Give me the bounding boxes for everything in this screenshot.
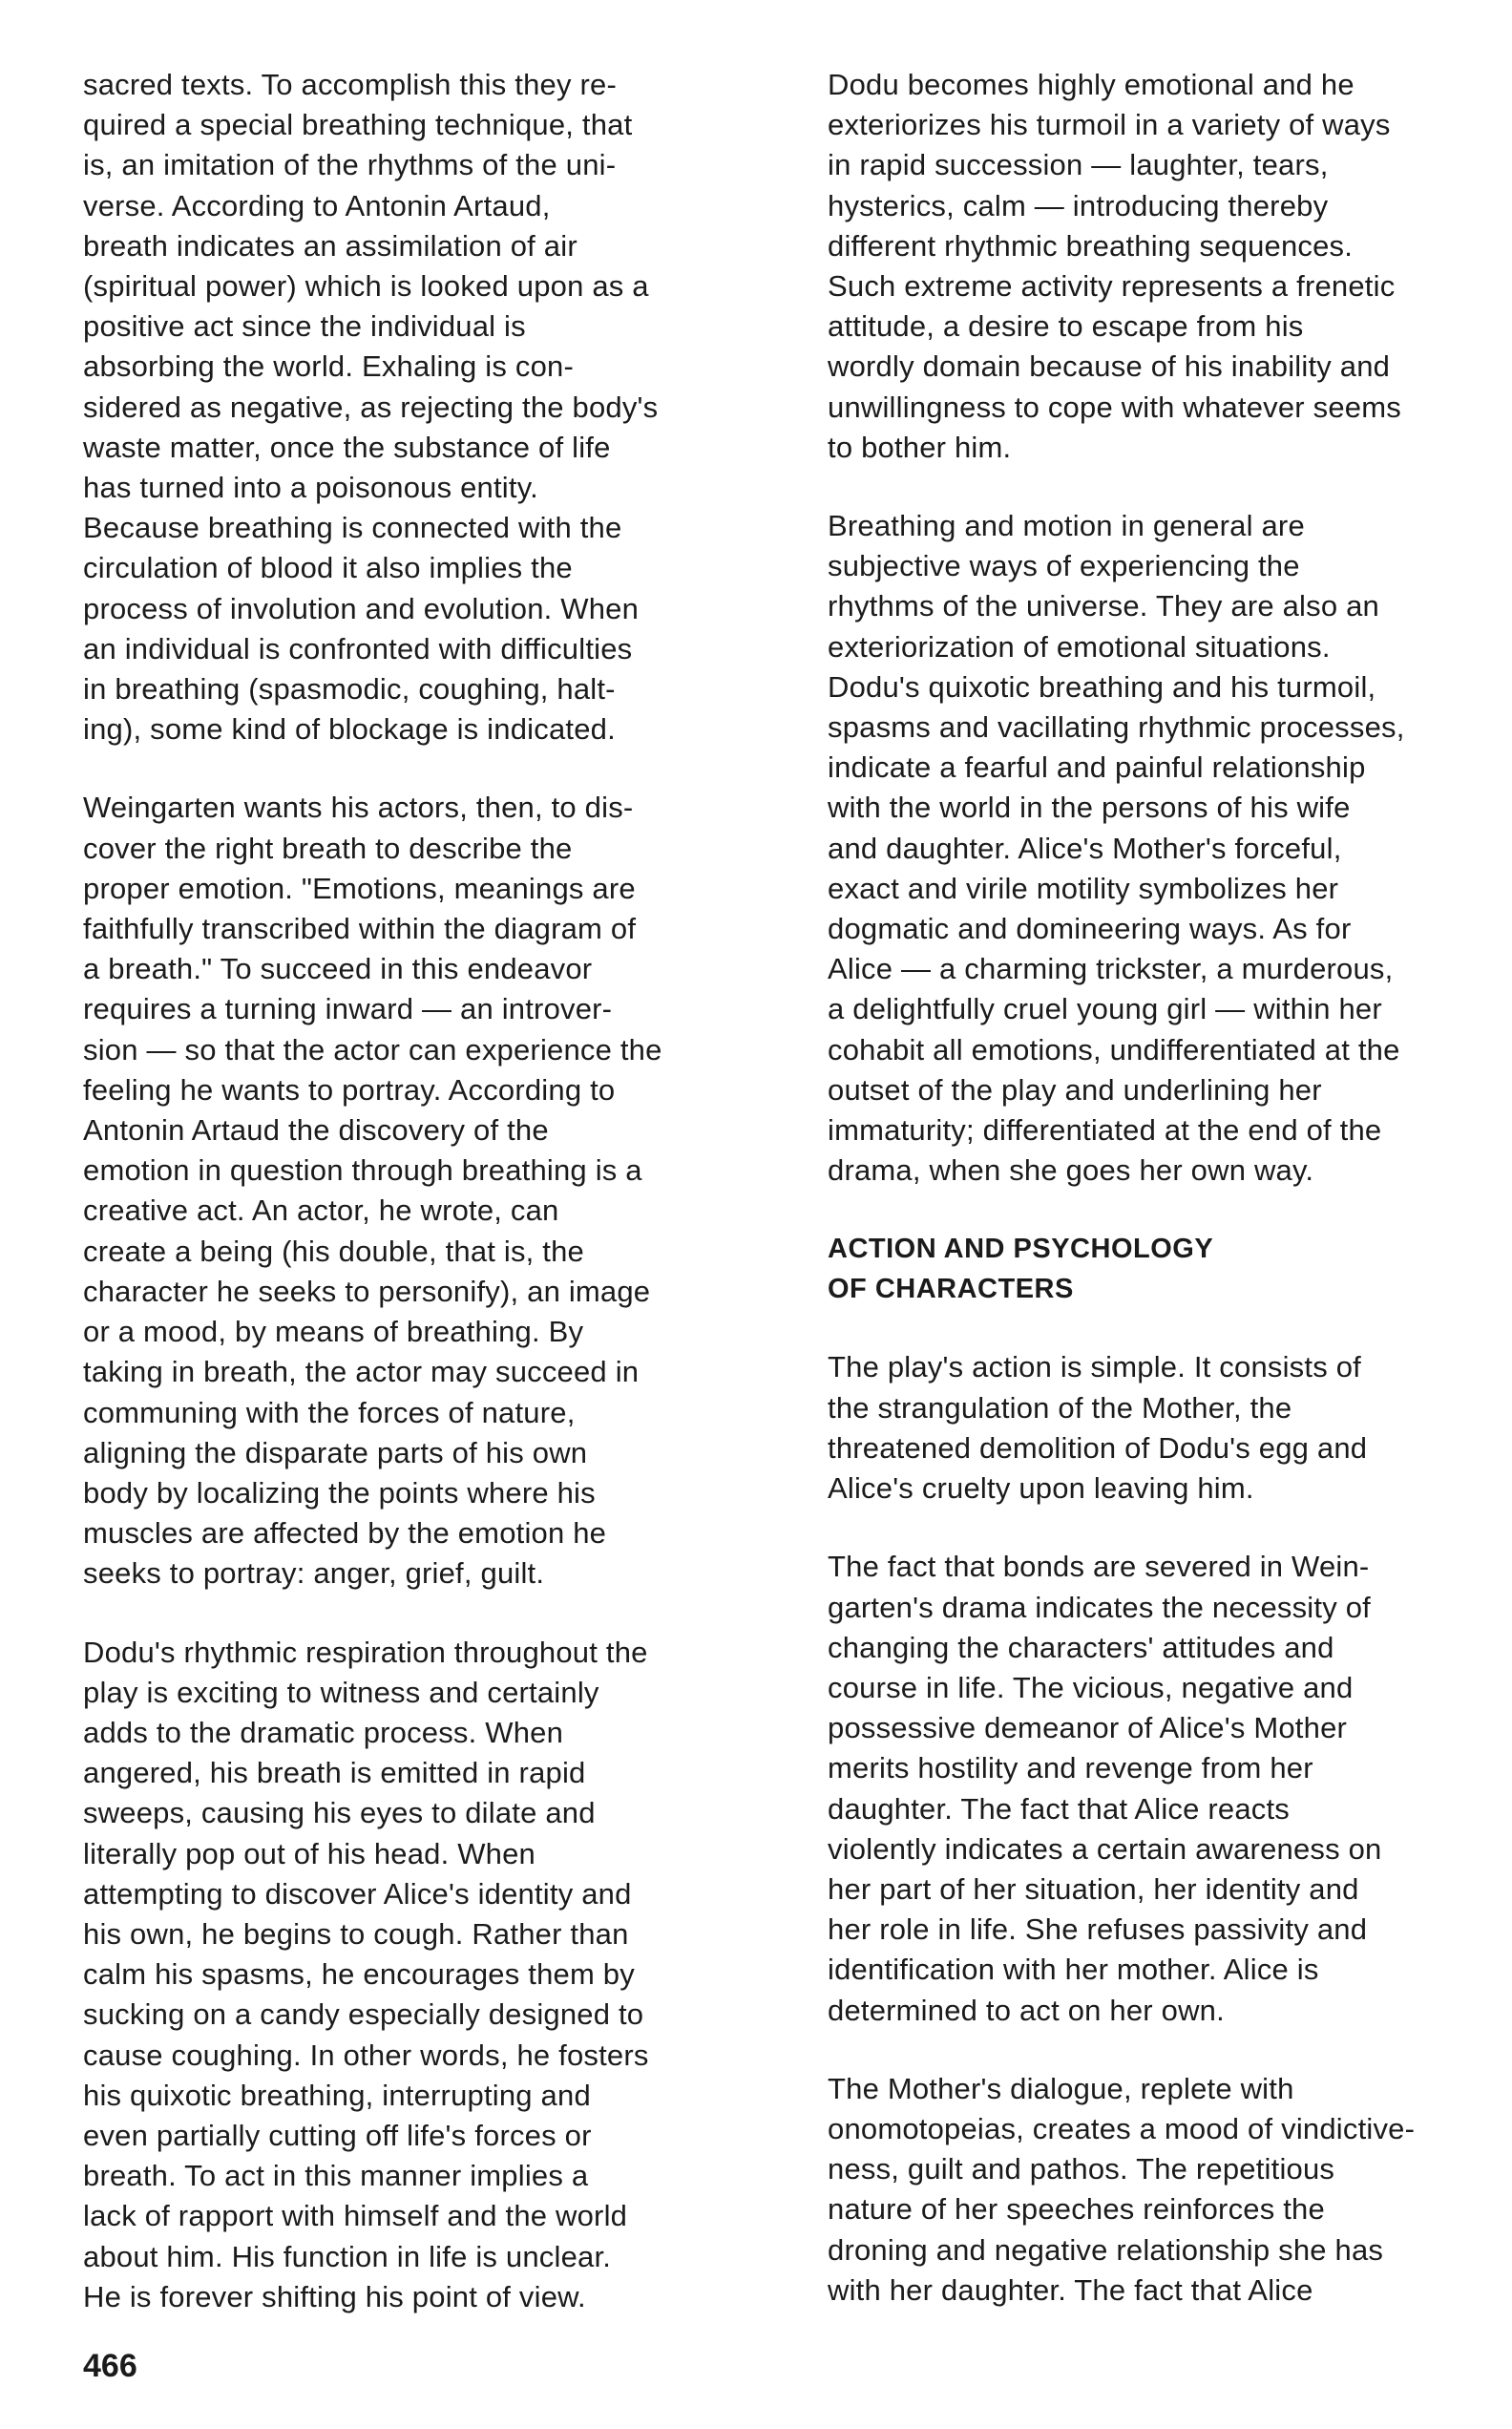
text-line: her role in life. She refuses passivity and: [828, 1912, 1368, 1947]
text-line: even partially cutting off life's forces or: [83, 2118, 592, 2152]
text-line: absorbing the world. Exhaling is con-: [83, 349, 575, 384]
page-number: 466: [83, 2348, 137, 2384]
text-line: onomotopeias, creates a mood of vindictive-: [828, 2111, 1416, 2145]
text-line: waste matter, once the substance of life: [83, 430, 611, 464]
text-line: ACTION AND PSYCHOLOGY: [828, 1234, 1214, 1265]
text-line: cause coughing. In other words, he fosters: [83, 2038, 649, 2072]
text-line: and daughter. Alice's Mother's forceful,: [828, 831, 1342, 865]
text-line: play is exciting to witness and certainly: [83, 1675, 599, 1709]
text-line: The Mother's dialogue, replete with: [828, 2071, 1294, 2105]
text-line: seeks to portray: anger, grief, guilt.: [83, 1556, 545, 1591]
text-line: breath indicates an assimilation of air: [83, 228, 578, 263]
text-line: sion — so that the actor can experience the: [83, 1032, 662, 1067]
text-line: or a mood, by means of breathing. By: [83, 1315, 584, 1349]
text-line: create a being (his double, that is, the: [83, 1234, 584, 1268]
text-line: communing with the forces of nature,: [83, 1395, 576, 1429]
right-paragraph-3: [828, 1347, 1496, 1509]
text-line: drama, when she goes her own way.: [828, 1153, 1314, 1188]
left-paragraph-3: [83, 1633, 789, 2317]
text-line: Because breathing is connected with the: [83, 511, 622, 545]
text-line: aligning the disparate parts of his own: [83, 1435, 588, 1469]
text-line: sucking on a candy especially designed to: [83, 1997, 644, 2032]
text-line: about him. His function in life is unclear.: [83, 2239, 612, 2273]
right-paragraph-2: [828, 506, 1496, 1191]
text-line: merits hostility and revenge from her: [828, 1751, 1313, 1785]
text-line: exteriorization of emotional situations.: [828, 629, 1331, 664]
text-line: wordly domain because of his inability and: [828, 349, 1391, 384]
text-line: dogmatic and domineering ways. As for: [828, 912, 1352, 946]
text-line: immaturity; differentiated at the end of the: [828, 1113, 1382, 1148]
text-line: has turned into a poisonous entity.: [83, 471, 538, 505]
text-line: He is forever shifting his point of view.: [83, 2279, 586, 2313]
text-line: violently indicates a certain awareness on: [828, 1831, 1382, 1866]
text-line: his quixotic breathing, interrupting and: [83, 2078, 591, 2112]
text-line: droning and negative relationship she has: [828, 2232, 1384, 2267]
text-line: positive act since the individual is: [83, 309, 526, 344]
text-line: hysterics, calm — introducing thereby: [828, 188, 1329, 222]
text-line: indicate a fearful and painful relationship: [828, 750, 1366, 785]
text-line: Breathing and motion in general are: [828, 509, 1305, 543]
text-line: The fact that bonds are severed in Wein-: [828, 1550, 1370, 1584]
text-line: with her daughter. The fact that Alice: [828, 2272, 1313, 2307]
text-line: Weingarten wants his actors, then, to dis-: [83, 791, 634, 825]
text-line: character he seeks to personify), an image: [83, 1274, 651, 1308]
text-line: ing), some kind of blockage is indicated.: [83, 712, 616, 747]
text-line: Such extreme activity represents a frenetic: [828, 269, 1396, 304]
text-line: different rhythmic breathing sequences.: [828, 228, 1354, 263]
text-line: verse. According to Antonin Artaud,: [83, 188, 551, 222]
text-line: exact and virile motility symbolizes her: [828, 871, 1339, 905]
text-line: in rapid succession — laughter, tears,: [828, 148, 1329, 182]
text-line: requires a turning inward — an introver-: [83, 992, 613, 1026]
text-line: sidered as negative, as rejecting the body's: [83, 390, 659, 424]
text-line: process of involution and evolution. When: [83, 591, 640, 625]
right-paragraph-1: [828, 65, 1496, 468]
text-line: her part of her situation, her identity and: [828, 1871, 1359, 1906]
left-paragraph-1: [83, 65, 789, 750]
text-line: Dodu's quixotic breathing and his turmoil,: [828, 669, 1376, 704]
left-paragraph-2: [83, 788, 789, 1594]
text-line: circulation of blood it also implies the: [83, 551, 573, 585]
text-line: with the world in the persons of his wife: [828, 791, 1351, 825]
text-line: (spiritual power) which is looked upon as a: [83, 269, 649, 304]
text-line: attempting to discover Alice's identity and: [83, 1876, 632, 1911]
text-line: his own, he begins to cough. Rather than: [83, 1916, 629, 1951]
text-line: rhythms of the universe. They are also an: [828, 589, 1379, 623]
text-line: is, an imitation of the rhythms of the uni-: [83, 148, 617, 182]
text-line: Dodu becomes highly emotional and he: [828, 68, 1354, 101]
section-heading: [828, 1229, 1496, 1309]
text-line: quired a special breathing technique, that: [83, 108, 633, 142]
text-line: breath. To act in this manner implies a: [83, 2159, 589, 2193]
text-line: faithfully transcribed within the diagram of: [83, 912, 637, 946]
text-line: in breathing (spasmodic, coughing, halt-: [83, 672, 616, 707]
text-line: possessive demeanor of Alice's Mother: [828, 1711, 1348, 1745]
text-line: lack of rapport with himself and the world: [83, 2199, 628, 2233]
text-line: sweeps, causing his eyes to dilate and: [83, 1796, 596, 1830]
text-line: exteriorizes his turmoil in a variety of ways: [828, 108, 1391, 142]
text-line: Alice's cruelty upon leaving him.: [828, 1471, 1254, 1506]
right-paragraph-5: [828, 2069, 1496, 2311]
text-line: Dodu's rhythmic respiration throughout the: [83, 1635, 648, 1669]
text-line: cover the right breath to describe the: [83, 831, 573, 865]
text-line: an individual is confronted with difficulties: [83, 631, 633, 665]
text-line: daughter. The fact that Alice reacts: [828, 1791, 1290, 1826]
text-line: unwillingness to cope with whatever seems: [828, 390, 1401, 424]
left-column: [83, 65, 789, 2355]
text-line: taking in breath, the actor may succeed in: [83, 1355, 640, 1389]
text-line: identification with her mother. Alice is: [828, 1953, 1319, 1987]
text-line: creative act. An actor, he wrote, can: [83, 1193, 559, 1228]
text-line: cohabit all emotions, undifferentiated at the: [828, 1032, 1400, 1067]
text-line: garten's drama indicates the necessity of: [828, 1590, 1371, 1624]
text-line: literally pop out of his head. When: [83, 1836, 536, 1870]
text-line: to bother him.: [828, 430, 1012, 464]
text-line: nature of her speeches reinforces the: [828, 2192, 1325, 2227]
text-line: the strangulation of the Mother, the: [828, 1390, 1292, 1425]
text-line: emotion in question through breathing is a: [83, 1153, 642, 1188]
text-line: adds to the dramatic process. When: [83, 1715, 564, 1749]
text-line: ness, guilt and pathos. The repetitious: [828, 2152, 1335, 2186]
text-line: subjective ways of experiencing the: [828, 549, 1300, 583]
text-line: determined to act on her own.: [828, 1993, 1225, 2027]
text-line: OF CHARACTERS: [828, 1274, 1074, 1305]
text-line: muscles are affected by the emotion he: [83, 1516, 607, 1551]
text-line: Alice — a charming trickster, a murderous,: [828, 952, 1394, 986]
text-line: threatened demolition of Dodu's egg and: [828, 1430, 1368, 1465]
right-column: [828, 65, 1496, 2349]
text-line: Antonin Artaud the discovery of the: [83, 1113, 549, 1148]
text-line: calm his spasms, he encourages them by: [83, 1957, 635, 1992]
text-line: a breath." To succeed in this endeavor: [83, 952, 593, 986]
text-line: The play's action is simple. It consists of: [828, 1350, 1361, 1384]
text-line: sacred texts. To accomplish this they re-: [83, 68, 617, 101]
right-paragraph-4: [828, 1547, 1496, 2030]
text-line: a delightfully cruel young girl — within her: [828, 992, 1382, 1026]
text-line: changing the characters' attitudes and: [828, 1630, 1334, 1664]
text-line: attitude, a desire to escape from his: [828, 309, 1304, 344]
text-line: feeling he wants to portray. According to: [83, 1072, 616, 1107]
text-line: spasms and vacillating rhythmic processes,: [828, 710, 1405, 745]
text-line: angered, his breath is emitted in rapid: [83, 1756, 586, 1790]
text-line: body by localizing the points where his: [83, 1475, 596, 1510]
text-line: proper emotion. "Emotions, meanings are: [83, 871, 636, 905]
text-line: course in life. The vicious, negative and: [828, 1670, 1354, 1704]
text-line: outset of the play and underlining her: [828, 1072, 1322, 1107]
